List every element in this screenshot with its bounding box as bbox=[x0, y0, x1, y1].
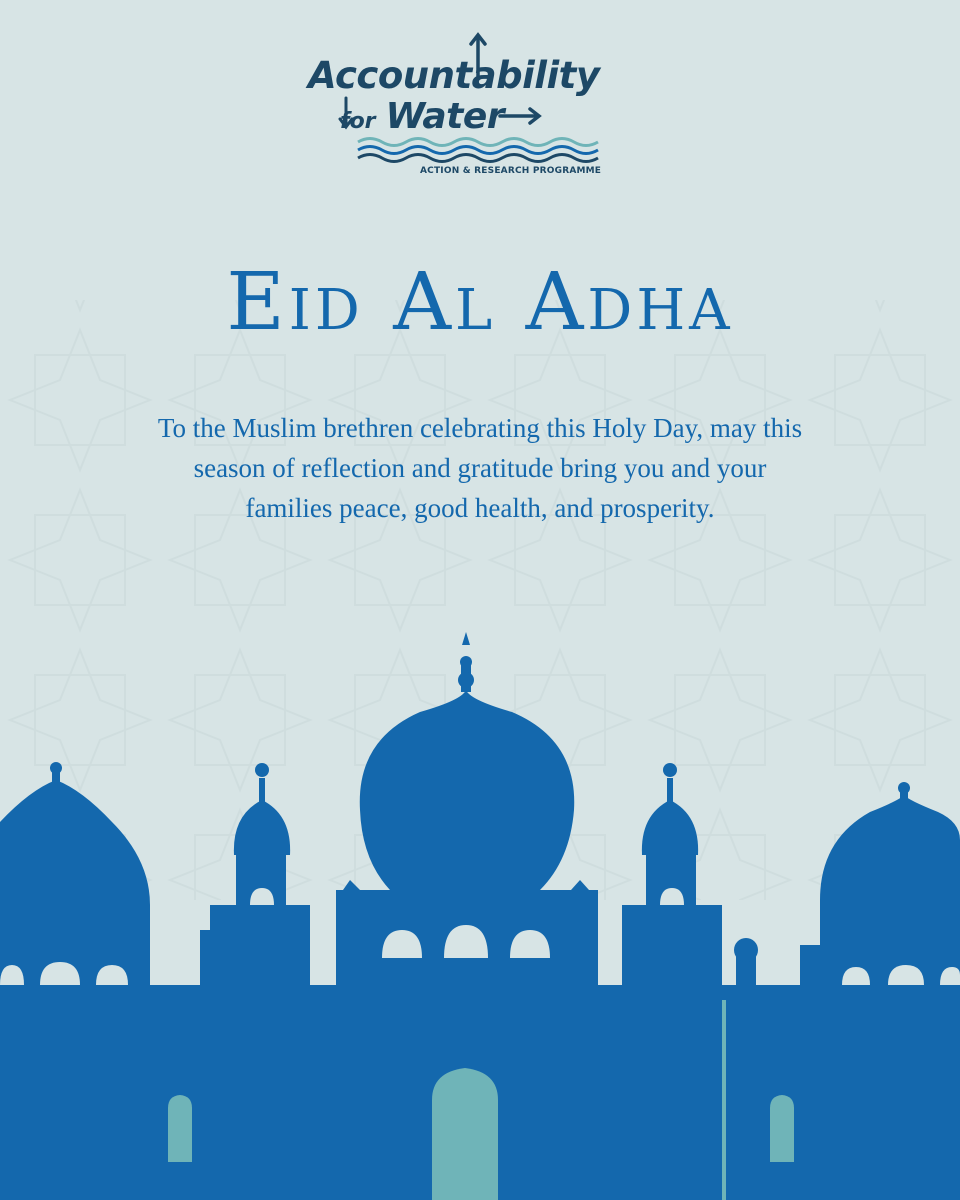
logo-for-text: for bbox=[340, 109, 376, 134]
logo-water-text: Water bbox=[385, 96, 504, 137]
greeting-title: Eid Al Adha bbox=[226, 255, 734, 348]
greeting-message: To the Muslim brethren celebrating this Holy Day, may this season of reflection and gratitude bring you and your families peace, good health, and prosperity. bbox=[157, 413, 803, 523]
logo-tagline: ACTION & RESEARCH PROGRAMME bbox=[420, 166, 602, 176]
logo-wordmark-line1: Accountability bbox=[308, 54, 600, 97]
